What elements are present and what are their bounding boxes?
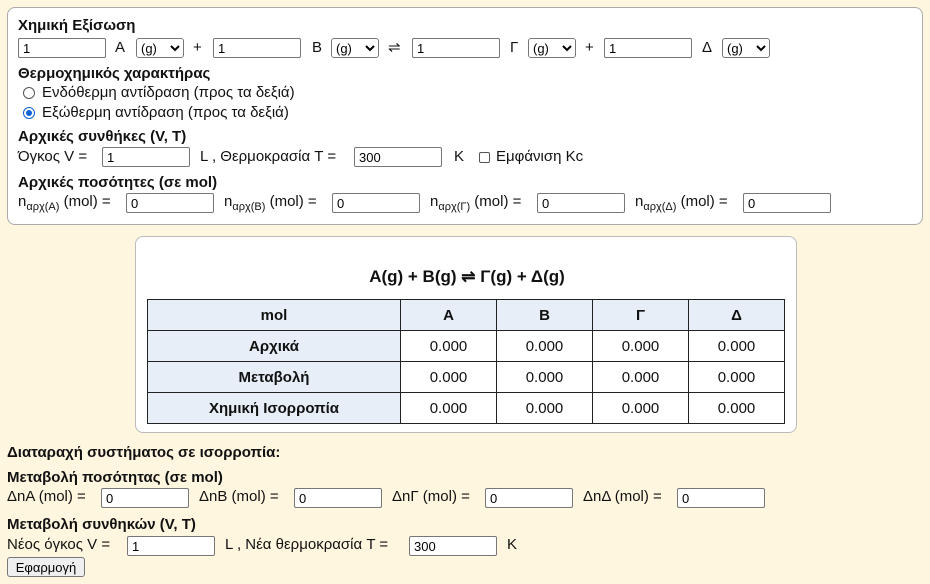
equilibrium-arrow-icon: ⇌ — [388, 39, 401, 56]
initial-d-input[interactable] — [743, 193, 831, 213]
exothermic-label: Εξώθερμη αντίδραση (προς τα δεξιά) — [42, 104, 289, 121]
table-header-row — [148, 300, 785, 331]
delta-d-label: ΔnΔ (mol) = — [583, 488, 662, 505]
equation-title: Χημική Εξίσωση — [18, 17, 136, 34]
coef-b-input[interactable] — [213, 38, 301, 58]
table-cell: 0.000 — [593, 331, 689, 362]
initial-a-input[interactable] — [126, 193, 214, 213]
endothermic-radio[interactable] — [23, 87, 35, 99]
exothermic-radio[interactable] — [23, 107, 35, 119]
new-volume-unit-label: L , Νέα θερμοκρασία T = — [225, 536, 389, 553]
initial-c-label: $n_{\alpha\rho\chi(\Gamma)}$ (mol) = — [430, 193, 522, 213]
header-mol: mol — [148, 300, 401, 331]
delta-c-label: ΔnΓ (mol) = — [392, 488, 470, 505]
show-kc-checkbox[interactable] — [479, 152, 490, 163]
equilibrium-table — [147, 299, 785, 424]
initial-b-input[interactable] — [332, 193, 420, 213]
table-cell: 0.000 — [593, 393, 689, 424]
new-volume-label: Νέος όγκος V = — [7, 536, 111, 553]
phase-c-select[interactable] — [528, 38, 576, 58]
table-cell: 0.000 — [497, 331, 593, 362]
header-a: Α — [401, 300, 497, 331]
conditions-change-title: Μεταβολή συνθηκών (V, T) — [7, 516, 196, 533]
table-cell: 0.000 — [497, 362, 593, 393]
initial-b-label: $n_{\alpha\rho\chi(B)}$ (mol) = — [224, 193, 317, 213]
table-cell: 0.000 — [593, 362, 689, 393]
table-cell: 0.000 — [401, 362, 497, 393]
new-volume-input[interactable] — [127, 536, 215, 556]
coef-c-input[interactable] — [412, 38, 500, 58]
phase-a-select[interactable] — [136, 38, 184, 58]
initial-a-label: $n_{\alpha\rho\chi(A)}$ (mol) = — [18, 193, 111, 213]
phase-b-select[interactable] — [331, 38, 379, 58]
table-title: A(g) + B(g) ⇌ Γ(g) + Δ(g) — [369, 267, 565, 286]
initial-title: Αρχικές ποσότητες (σε mol) — [18, 174, 218, 191]
delta-d-input[interactable] — [677, 488, 765, 508]
species-c-label: Γ — [510, 39, 519, 56]
table-row — [148, 362, 785, 393]
table-row — [148, 331, 785, 362]
row-label: Χημική Ισορροπία — [148, 393, 401, 424]
header-b: Β — [497, 300, 593, 331]
table-cell: 0.000 — [689, 393, 785, 424]
coef-a-input[interactable] — [18, 38, 106, 58]
header-d: Δ — [689, 300, 785, 331]
delta-a-label: ΔnΑ (mol) = — [7, 488, 86, 505]
table-cell: 0.000 — [689, 362, 785, 393]
temperature-input[interactable] — [354, 147, 442, 167]
delta-c-input[interactable] — [485, 488, 573, 508]
disturb-title: Διαταραχή συστήματος σε ισορροπία: — [7, 444, 281, 461]
species-d-label: Δ — [702, 39, 713, 56]
table-cell: 0.000 — [401, 393, 497, 424]
equilibrium-table-card — [135, 236, 797, 433]
species-b-label: Β — [312, 39, 323, 56]
phase-d-select[interactable] — [722, 38, 770, 58]
initial-c-input[interactable] — [537, 193, 625, 213]
show-kc-label: Εμφάνιση Kc — [496, 148, 584, 165]
coef-d-input[interactable] — [604, 38, 692, 58]
endothermic-label: Ενδόθερμη αντίδραση (προς τα δεξιά) — [42, 84, 295, 101]
delta-a-input[interactable] — [101, 488, 189, 508]
volume-input[interactable] — [102, 147, 190, 167]
delta-b-label: ΔnΒ (mol) = — [199, 488, 279, 505]
volume-label: Όγκος V = — [18, 148, 88, 165]
table-cell: 0.000 — [689, 331, 785, 362]
row-label: Αρχικά — [148, 331, 401, 362]
table-cell: 0.000 — [401, 331, 497, 362]
species-a-label: Α — [115, 39, 126, 56]
amount-change-title: Μεταβολή ποσότητας (σε mol) — [7, 469, 223, 486]
row-label: Μεταβολή — [148, 362, 401, 393]
temp-unit-label: K — [454, 148, 465, 165]
table-cell: 0.000 — [497, 393, 593, 424]
initial-d-label: $n_{\alpha\rho\chi(\Delta)}$ (mol) = — [635, 193, 728, 213]
header-c: Γ — [593, 300, 689, 331]
delta-b-input[interactable] — [294, 488, 382, 508]
new-temp-unit-label: K — [507, 536, 518, 553]
table-row — [148, 393, 785, 424]
conditions-title: Αρχικές συνθήκες (V, T) — [18, 128, 187, 145]
volume-unit-label: L , Θερμοκρασία T = — [200, 148, 337, 165]
plus-sign-2: + — [585, 39, 594, 56]
new-temperature-input[interactable] — [409, 536, 497, 556]
apply-button[interactable]: Εφαρμογή — [7, 557, 85, 577]
plus-sign-1: + — [193, 39, 202, 56]
thermo-title: Θερμοχημικός χαρακτήρας — [18, 65, 211, 82]
